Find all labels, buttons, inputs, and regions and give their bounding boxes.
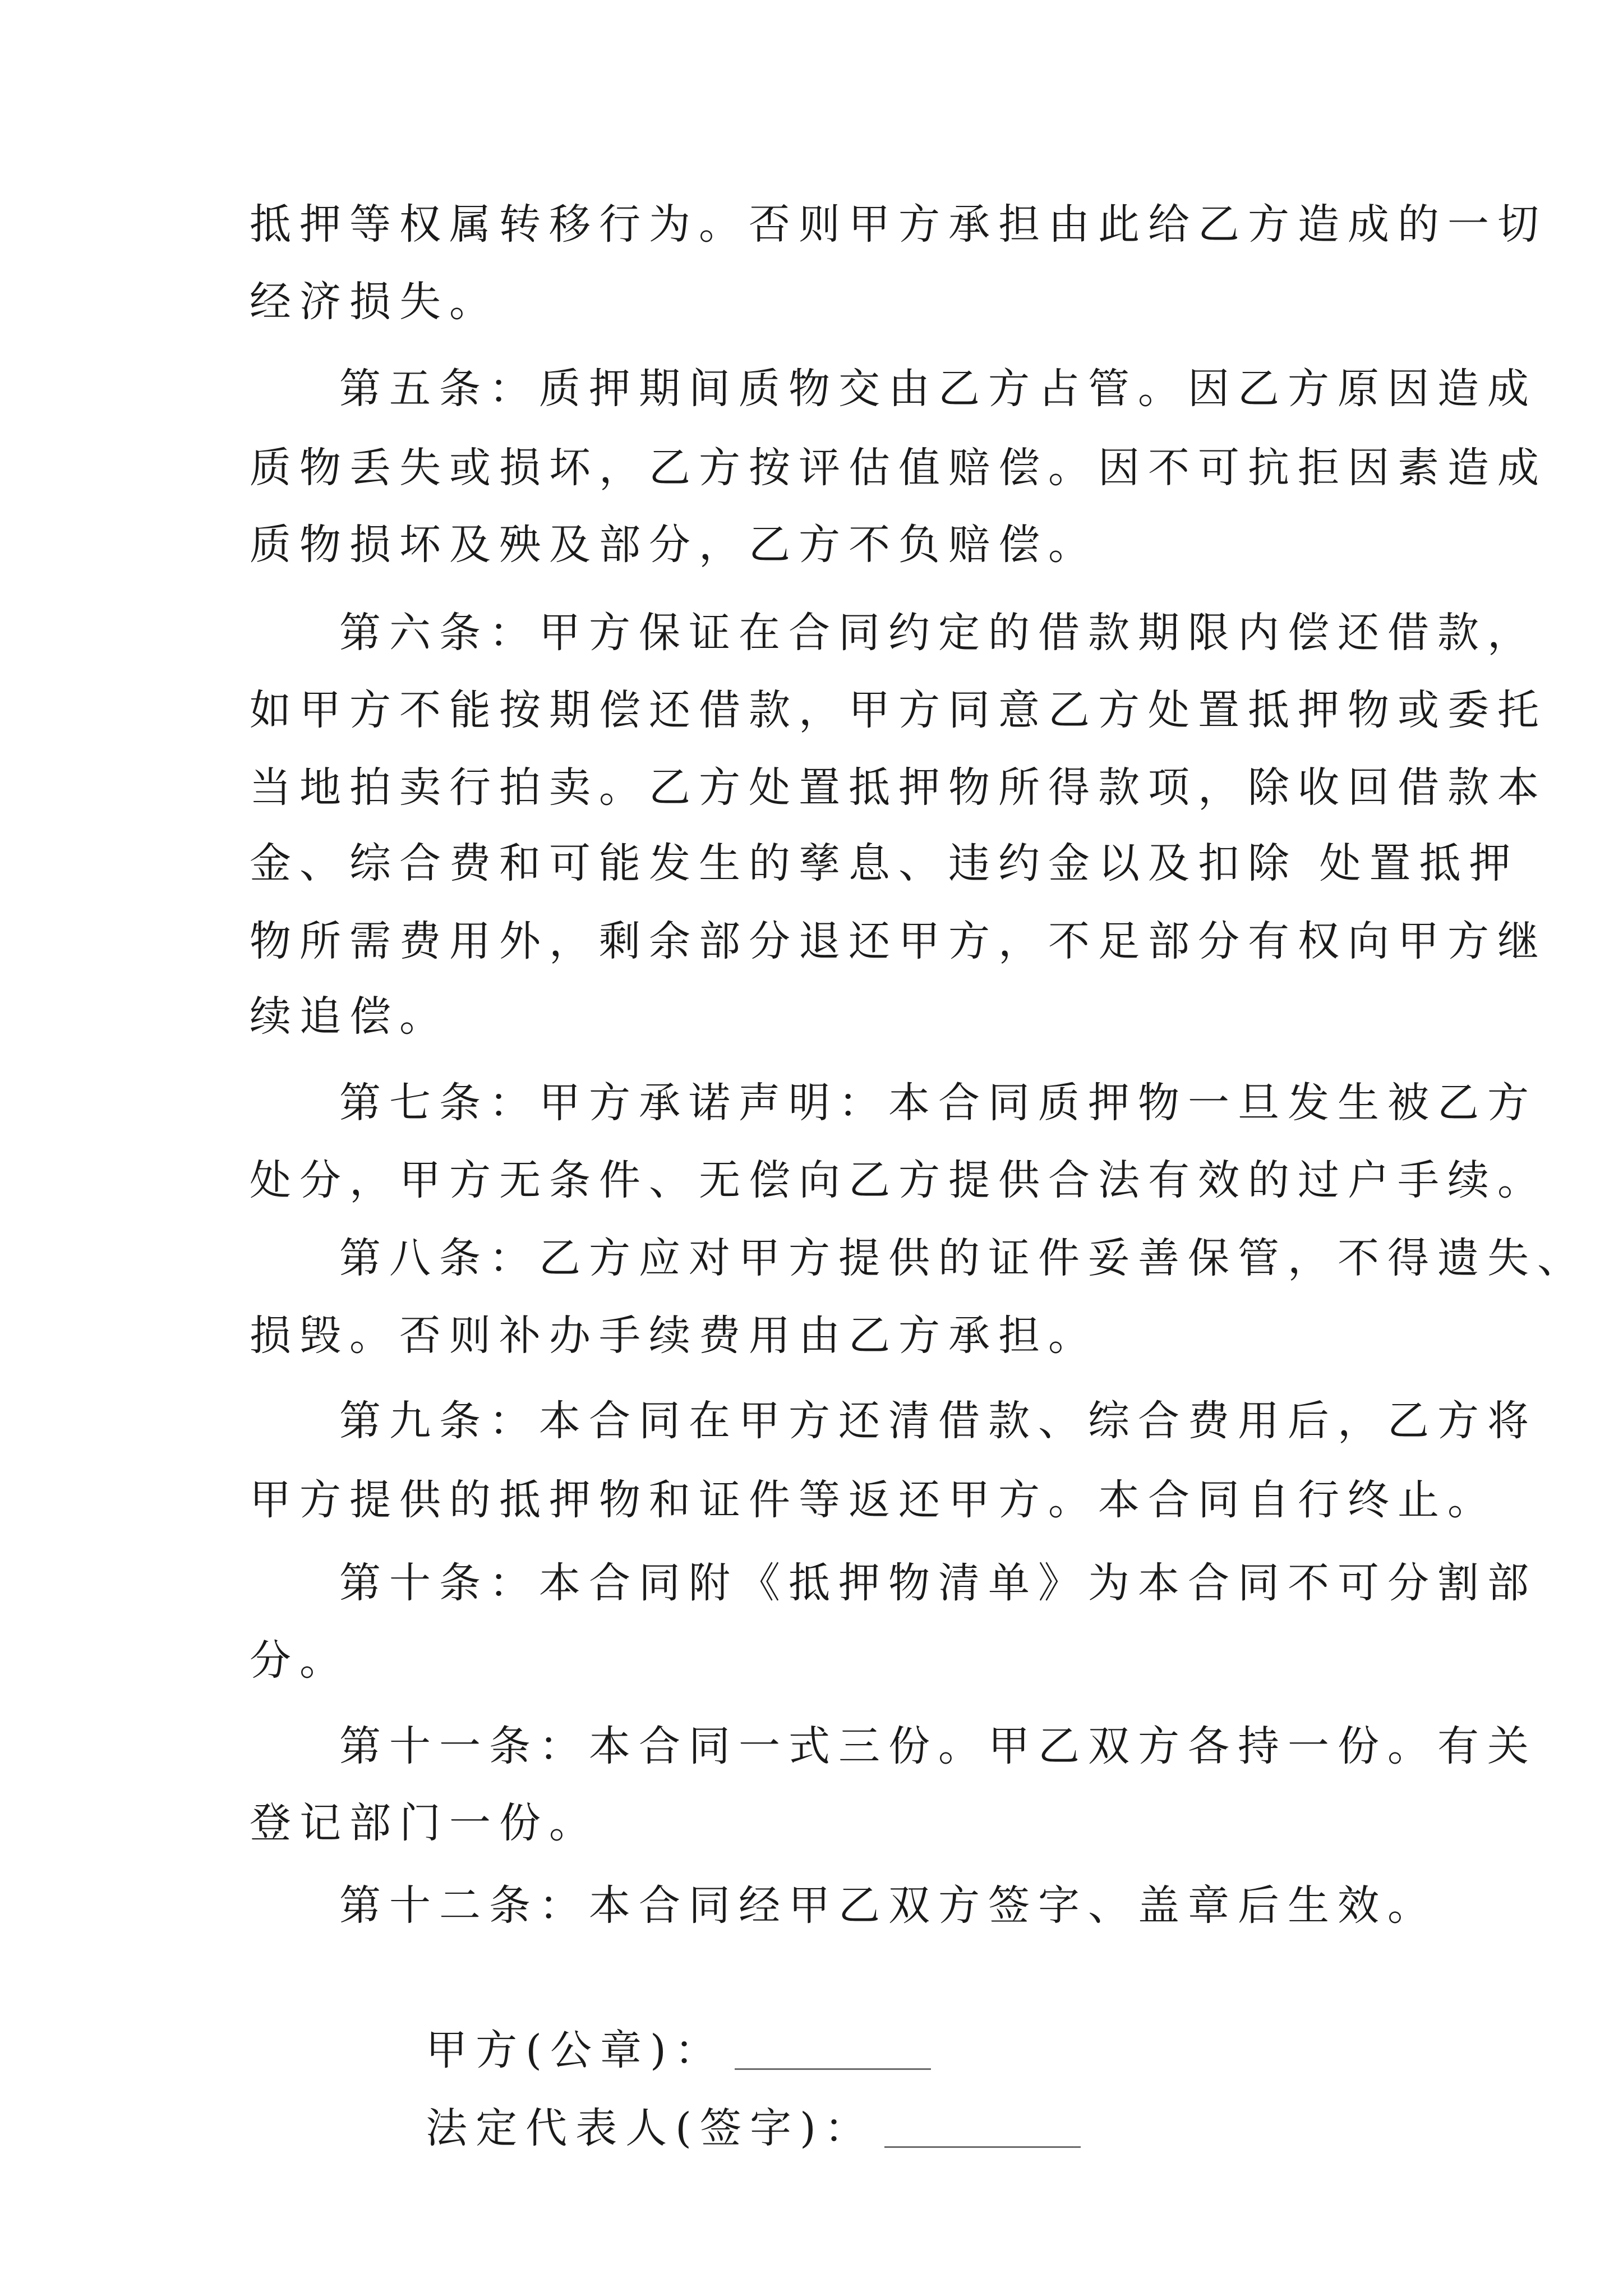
text-line: 第六条：甲方保证在合同约定的借款期限内偿还借款，	[339, 609, 1537, 657]
text-line: 登记部门一份。	[250, 1799, 599, 1847]
text-line: 抵押等权属转移行为。否则甲方承担由此给乙方造成的一切	[250, 200, 1547, 249]
legal-rep-signature-line	[339, 2027, 1081, 2152]
text-line: 甲方提供的抵押物和证件等返还甲方。本合同自行终止。	[250, 1476, 1497, 1524]
text-line: 损毁。否则补办手续费用由乙方承担。	[250, 1312, 1098, 1360]
text-line: 第七条：甲方承诺声明：本合同质押物一旦发生被乙方	[339, 1079, 1537, 1127]
text-line: 第十条：本合同附《抵押物清单》为本合同不可分割部	[339, 1559, 1537, 1607]
text-line: 分。	[250, 1636, 349, 1685]
text-line: 物所需费用外，剩余部分退还甲方，不足部分有权向甲方继	[250, 917, 1547, 965]
text-line: 当地拍卖行拍卖。乙方处置抵押物所得款项，除收回借款本	[250, 763, 1547, 812]
text-line: 如甲方不能按期偿还借款，甲方同意乙方处置抵押物或委托	[250, 686, 1547, 734]
text-line: 第九条：本合同在甲方还清借款、综合费用后，乙方将	[339, 1397, 1537, 1445]
party-a-label: 甲方(公章)：	[426, 2026, 725, 2074]
text-line: 金、综合费和可能发生的孳息、违约金以及扣除 处置抵押	[250, 839, 1519, 887]
text-line: 处分，甲方无条件、无偿向乙方提供合法有效的过户手续。	[250, 1156, 1547, 1204]
legal-rep-blank	[884, 2144, 1081, 2148]
text-line: 质物损坏及殃及部分，乙方不负赔偿。	[250, 521, 1098, 569]
text-line: 第五条：质押期间质物交由乙方占管。因乙方原因造成	[339, 365, 1537, 413]
text-line: 质物丢失或损坏，乙方按评估值赔偿。因不可抗拒因素造成	[250, 444, 1547, 492]
text-line: 第十一条：本合同一式三份。甲乙双方各持一份。有关	[339, 1722, 1537, 1770]
text-line: 第十二条：本合同经甲乙双方签字、盖章后生效。	[339, 1881, 1437, 1930]
legal-rep-label: 法定代表人(签字)：	[426, 2104, 874, 2152]
text-line: 经济损失。	[250, 278, 499, 326]
text-line: 第八条：乙方应对甲方提供的证件妥善保管，不得遗失、	[339, 1234, 1587, 1282]
party-a-signature-line	[339, 1949, 931, 2074]
text-line: 续追偿。	[250, 992, 449, 1041]
